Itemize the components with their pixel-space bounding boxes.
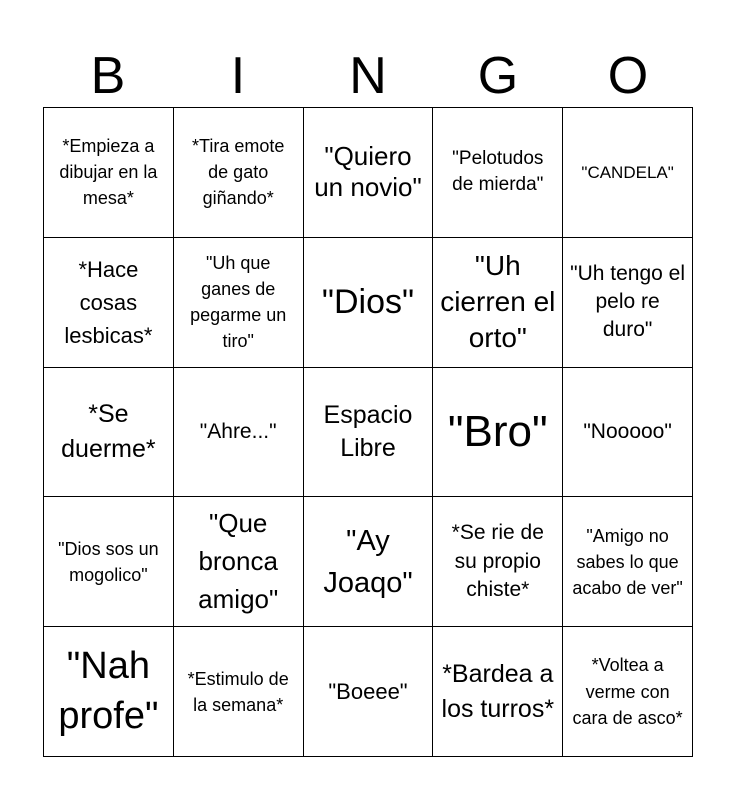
bingo-cell[interactable] — [563, 497, 693, 627]
bingo-cell[interactable] — [563, 627, 693, 757]
header-letter-g: G — [477, 47, 519, 105]
cell-text: "Amigo no sabes lo que acabo de ver" — [572, 525, 683, 598]
cell-text: *Hace cosas lesbicas* — [64, 256, 153, 348]
cell-text: *Tira emote de gato giñando* — [192, 136, 285, 209]
bingo-cell[interactable] — [44, 108, 174, 238]
bingo-cell[interactable] — [174, 627, 304, 757]
bingo-cell[interactable] — [433, 238, 563, 368]
cell-text: "Ay Joaqo" — [323, 524, 413, 599]
cell-text: *Se rie de su propio chiste* — [451, 521, 544, 601]
bingo-cell[interactable] — [44, 238, 174, 368]
bingo-cell[interactable] — [304, 108, 434, 238]
bingo-cell[interactable] — [44, 368, 174, 498]
free-space-cell[interactable] — [304, 368, 434, 498]
bingo-cell[interactable] — [174, 108, 304, 238]
cell-text: "Boeee" — [328, 678, 408, 704]
cell-text: "Dios sos un mogolico" — [58, 538, 159, 585]
cell-text: "Uh tengo el pelo re duro" — [570, 261, 686, 342]
cell-text: *Voltea a verme con cara de asco* — [572, 655, 683, 728]
bingo-grid — [43, 107, 693, 757]
cell-text: "Quiero un novio" — [314, 141, 422, 203]
header-letter-b: B — [90, 47, 126, 105]
bingo-cell[interactable] — [174, 497, 304, 627]
header-letter-o: O — [607, 47, 649, 105]
bingo-cell[interactable] — [304, 238, 434, 368]
header-letter-n: N — [349, 47, 387, 105]
bingo-cell[interactable] — [433, 627, 563, 757]
bingo-cell[interactable] — [433, 368, 563, 498]
bingo-cell[interactable] — [304, 627, 434, 757]
cell-text: "Bro" — [447, 406, 548, 456]
bingo-cell[interactable] — [433, 497, 563, 627]
cell-text: "Que bronca amigo" — [198, 508, 279, 614]
bingo-cell[interactable] — [174, 368, 304, 498]
cell-text: "Uh cierren el orto" — [440, 249, 556, 354]
bingo-cell[interactable] — [44, 497, 174, 627]
cell-text: *Empieza a dibujar en la mesa* — [59, 136, 158, 209]
cell-text: *Se duerme* — [61, 399, 156, 463]
bingo-cell[interactable] — [563, 238, 693, 368]
cell-text: "Dios" — [321, 282, 415, 321]
bingo-cell[interactable] — [563, 368, 693, 498]
cell-text: Espacio Libre — [323, 401, 413, 462]
cell-text: "Ahre..." — [199, 419, 277, 443]
bingo-cell[interactable] — [174, 238, 304, 368]
cell-text: "Pelotudos de mierda" — [452, 147, 544, 196]
bingo-cell[interactable] — [563, 108, 693, 238]
cell-text: "Nah profe" — [58, 645, 159, 737]
header-letter-i: I — [230, 47, 246, 105]
bingo-cell[interactable] — [44, 627, 174, 757]
bingo-cell[interactable] — [304, 497, 434, 627]
cell-text: *Bardea a los turros* — [441, 659, 555, 723]
cell-text: "Uh que ganes de pegarme un tiro" — [190, 253, 287, 352]
cell-text: "Nooooo" — [583, 419, 672, 443]
bingo-header — [43, 44, 693, 108]
cell-text: *Estimulo de la semana* — [187, 668, 289, 715]
bingo-cell[interactable] — [433, 108, 563, 238]
cell-text: "CANDELA" — [581, 162, 674, 182]
